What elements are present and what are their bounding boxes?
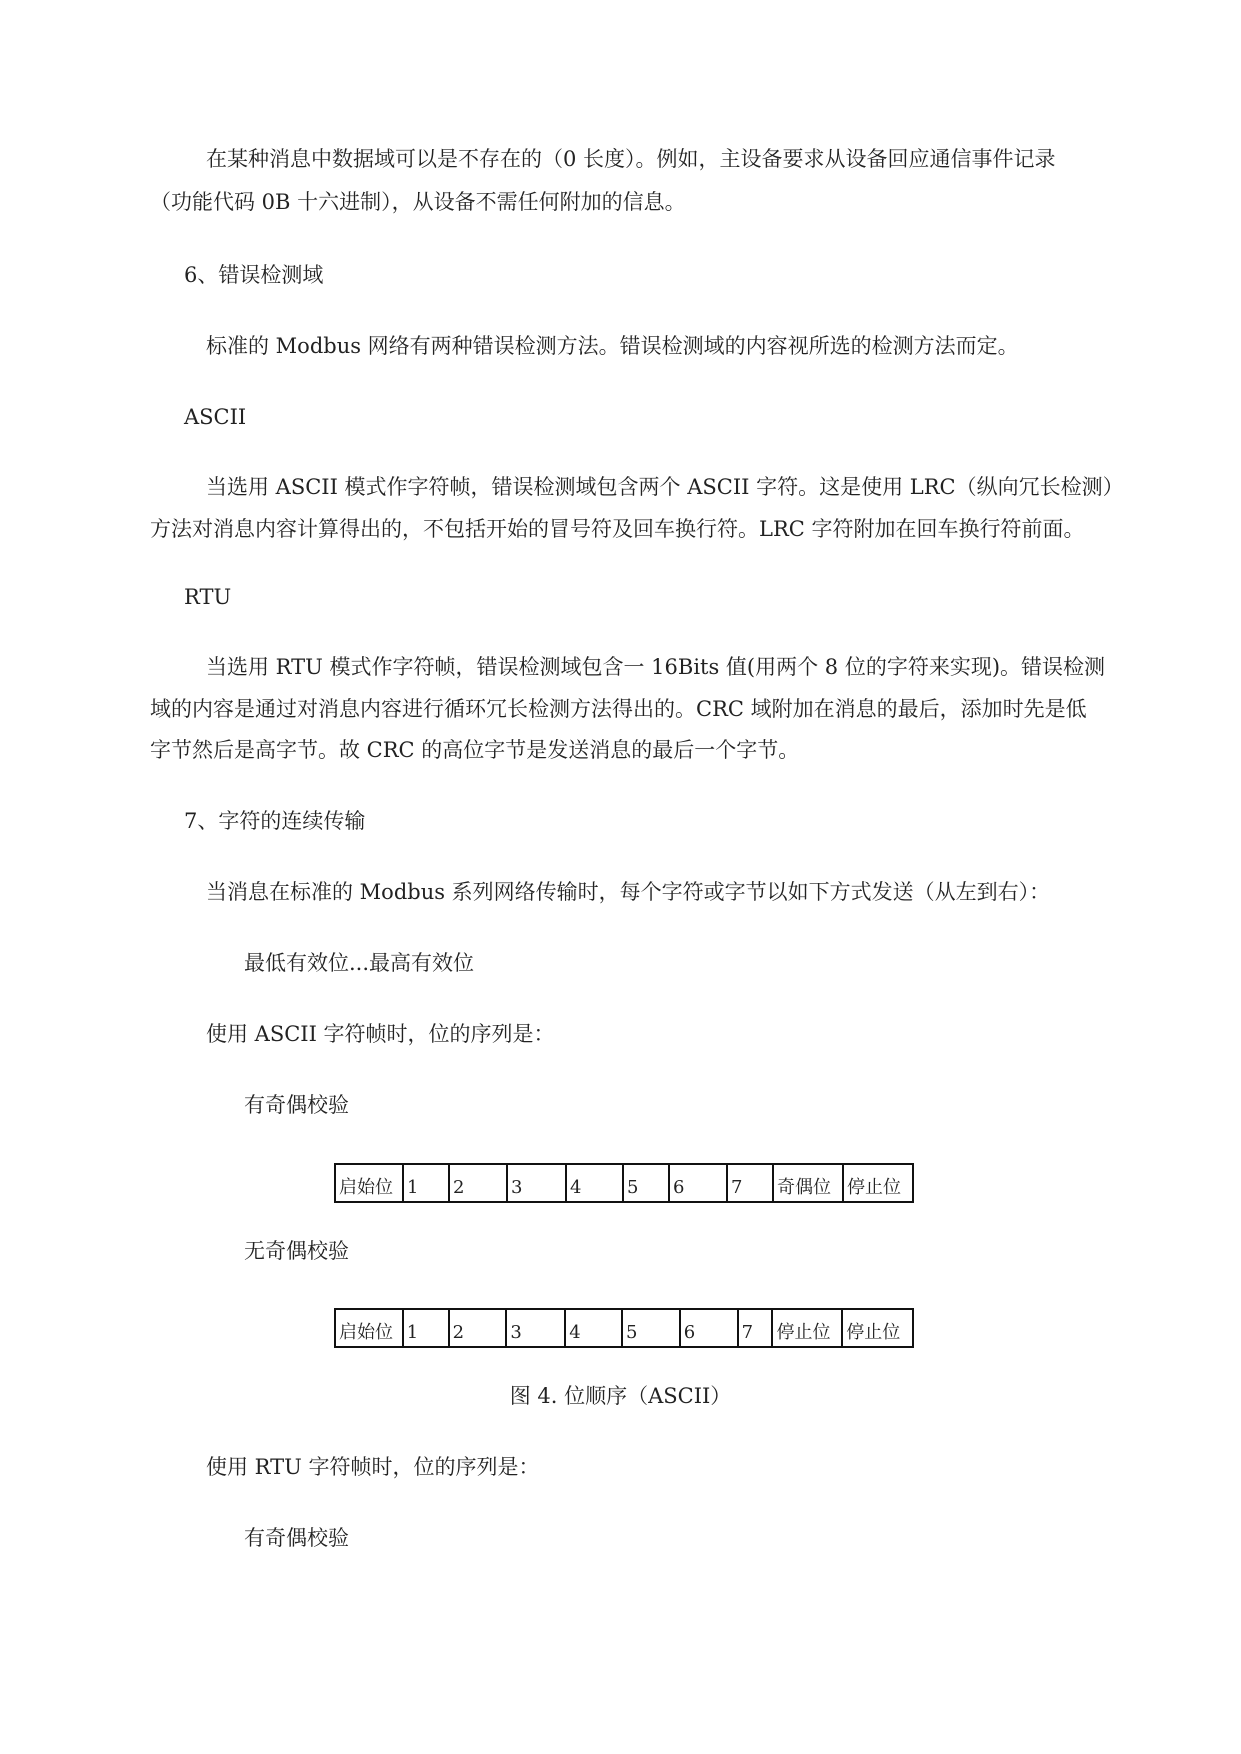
paragraph-line: 最低有效位...最高有效位 (244, 951, 475, 975)
table-cell: 停止位 (846, 1322, 901, 1343)
table-cell: 2 (450, 1165, 508, 1201)
table-cell: 奇偶位 (774, 1165, 844, 1201)
section-heading-7: 7、字符的连续传输 (184, 809, 366, 833)
table-cell: 4 (566, 1310, 623, 1346)
table-cell: 6 (681, 1310, 739, 1346)
figure-caption: 图 4. 位顺序（ASCII） (509, 1384, 732, 1408)
table-cell: 7 (739, 1310, 774, 1346)
table-cell: 7 (728, 1165, 774, 1201)
paragraph-line: 字节然后是高字节。故 CRC 的高位字节是发送消息的最后一个字节。 (150, 738, 800, 762)
table-cell: 5 (624, 1165, 670, 1201)
paragraph-line: （功能代码 0B 十六进制），从设备不需任何附加的信息。 (150, 190, 686, 214)
paragraph-line: 在某种消息中数据域可以是不存在的（0 长度）。例如，主设备要求从设备回应通信事件记录 (206, 147, 1056, 171)
paragraph-line: 标准的 Modbus 网络有两种错误检测方法。错误检测域的内容视所选的检测方法而定。 (206, 334, 1019, 358)
table-cell: 2 (450, 1310, 508, 1346)
paragraph-line: 域的内容是通过对消息内容进行循环冗长检测方法得出的。CRC 域附加在消息的最后，添加时先是低 (150, 697, 1087, 721)
table-cell: 1 (404, 1165, 450, 1201)
table-cell: 启始位 (336, 1310, 404, 1346)
table-cell: 1 (404, 1310, 450, 1346)
paragraph-line: 方法对消息内容计算得出的，不包括开始的冒号符及回车换行符。LRC 字符附加在回车换行符前面。 (150, 517, 1085, 541)
table-cell: 启始位 (336, 1165, 404, 1201)
subheading-rtu: RTU (184, 585, 232, 609)
paragraph-line: 当选用 RTU 模式作字符帧，错误检测域包含一 16Bits 值(用两个 8 位的字符来实现)。错误检测 (206, 655, 1106, 679)
label-without-parity: 无奇偶校验 (244, 1239, 349, 1263)
paragraph-line: 使用 RTU 字符帧时，位的序列是： (206, 1455, 540, 1479)
table-cell: 6 (670, 1165, 728, 1201)
table-cell: 3 (508, 1165, 567, 1201)
table-cell: 4 (567, 1165, 624, 1201)
table-cell: 3 (507, 1310, 566, 1346)
label-with-parity-rtu: 有奇偶校验 (244, 1526, 349, 1550)
subheading-ascii: ASCII (184, 405, 247, 429)
section-heading-6: 6、错误检测域 (184, 263, 324, 287)
label-with-parity: 有奇偶校验 (244, 1093, 349, 1117)
table-cell: 停止位 (773, 1310, 843, 1346)
table-cell: 5 (623, 1310, 681, 1346)
paragraph-line: 当消息在标准的 Modbus 系列网络传输时，每个字符或字节以如下方式发送（从左到右）： (206, 880, 1051, 904)
paragraph-line: 使用 ASCII 字符帧时，位的序列是： (206, 1022, 555, 1046)
paragraph-line: 当选用 ASCII 模式作字符帧，错误检测域包含两个 ASCII 字符。这是使用 LRC（纵向冗长检测） (206, 475, 1124, 499)
bit-order-table-parity (334, 1163, 914, 1203)
bit-order-table-noparity (334, 1308, 914, 1348)
table-cell: 停止位 (847, 1177, 901, 1198)
